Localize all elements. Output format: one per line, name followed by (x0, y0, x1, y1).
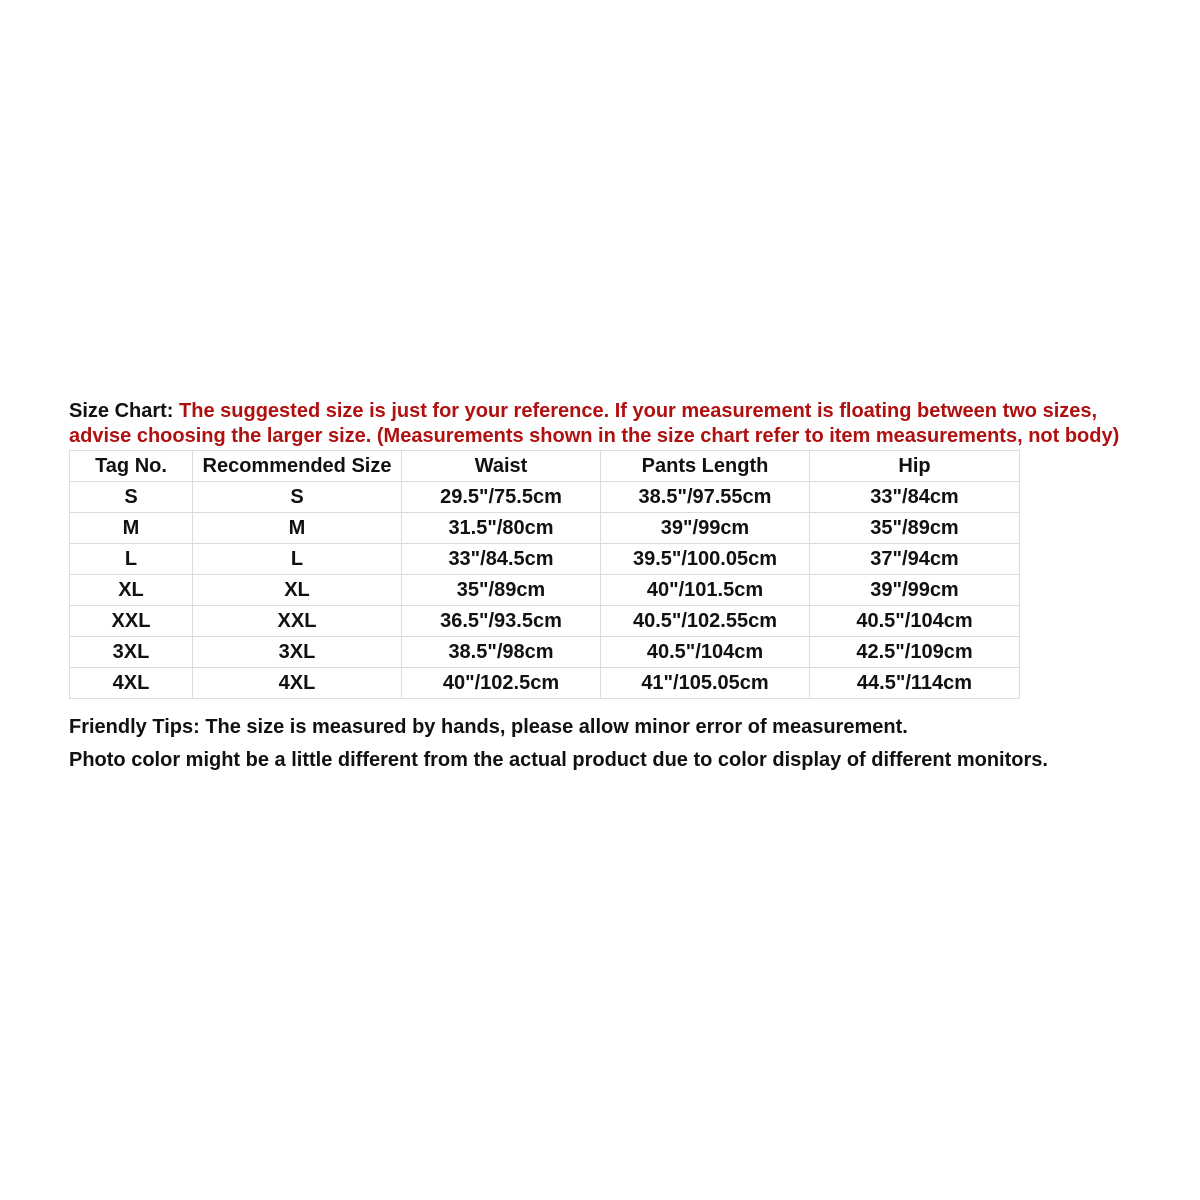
header-waist: Waist (402, 451, 601, 482)
cell-recommended-size: L (193, 544, 402, 575)
cell-hip: 44.5"/114cm (810, 668, 1020, 699)
cell-pants-length: 39.5"/100.05cm (601, 544, 810, 575)
size-chart-label: Size Chart: (69, 400, 180, 422)
size-table (69, 450, 1020, 699)
cell-pants-length: 39"/99cm (601, 513, 810, 544)
cell-waist: 29.5"/75.5cm (402, 482, 601, 513)
cell-hip: 37"/94cm (810, 544, 1020, 575)
cell-pants-length: 40.5"/102.55cm (601, 606, 810, 637)
cell-tag-no: XL (70, 575, 193, 606)
table-header-row (70, 451, 1020, 482)
table-row (70, 482, 1020, 513)
table-row (70, 575, 1020, 606)
cell-pants-length: 40.5"/104cm (601, 637, 810, 668)
tips-line-1: Friendly Tips: The size is measured by hands, please allow minor error of measurement. (69, 716, 908, 738)
size-chart-note: The suggested size is just for your reference. If your measurement is floating between two sizes, advise choosing the larger size. (Measurements shown in the size chart refer to item measurements, not body) (69, 400, 1120, 447)
table-row (70, 606, 1020, 637)
cell-tag-no: 4XL (70, 668, 193, 699)
cell-recommended-size: XXL (193, 606, 402, 637)
cell-hip: 40.5"/104cm (810, 606, 1020, 637)
table-row (70, 513, 1020, 544)
size-chart-intro (69, 399, 1129, 449)
cell-recommended-size: XL (193, 575, 402, 606)
cell-waist: 36.5"/93.5cm (402, 606, 601, 637)
cell-hip: 35"/89cm (810, 513, 1020, 544)
header-pants-length: Pants Length (601, 451, 810, 482)
header-tag-no: Tag No. (70, 451, 193, 482)
header-recommended-size: Recommended Size (193, 451, 402, 482)
table-row (70, 544, 1020, 575)
cell-hip: 42.5"/109cm (810, 637, 1020, 668)
cell-recommended-size: 3XL (193, 637, 402, 668)
tips-line-2: Photo color might be a little different from the actual product due to color display of different monitors. (69, 749, 1048, 771)
cell-hip: 39"/99cm (810, 575, 1020, 606)
size-table-body (70, 482, 1020, 699)
cell-hip: 33"/84cm (810, 482, 1020, 513)
header-hip: Hip (810, 451, 1020, 482)
cell-tag-no: XXL (70, 606, 193, 637)
cell-waist: 35"/89cm (402, 575, 601, 606)
cell-recommended-size: S (193, 482, 402, 513)
cell-recommended-size: 4XL (193, 668, 402, 699)
cell-tag-no: 3XL (70, 637, 193, 668)
cell-tag-no: L (70, 544, 193, 575)
cell-waist: 38.5"/98cm (402, 637, 601, 668)
cell-waist: 33"/84.5cm (402, 544, 601, 575)
cell-pants-length: 38.5"/97.55cm (601, 482, 810, 513)
size-chart-sheet (69, 399, 1139, 777)
cell-tag-no: S (70, 482, 193, 513)
tips-section (69, 711, 1139, 777)
table-row (70, 637, 1020, 668)
cell-pants-length: 40"/101.5cm (601, 575, 810, 606)
cell-tag-no: M (70, 513, 193, 544)
cell-waist: 31.5"/80cm (402, 513, 601, 544)
cell-recommended-size: M (193, 513, 402, 544)
table-row (70, 668, 1020, 699)
cell-waist: 40"/102.5cm (402, 668, 601, 699)
cell-pants-length: 41"/105.05cm (601, 668, 810, 699)
